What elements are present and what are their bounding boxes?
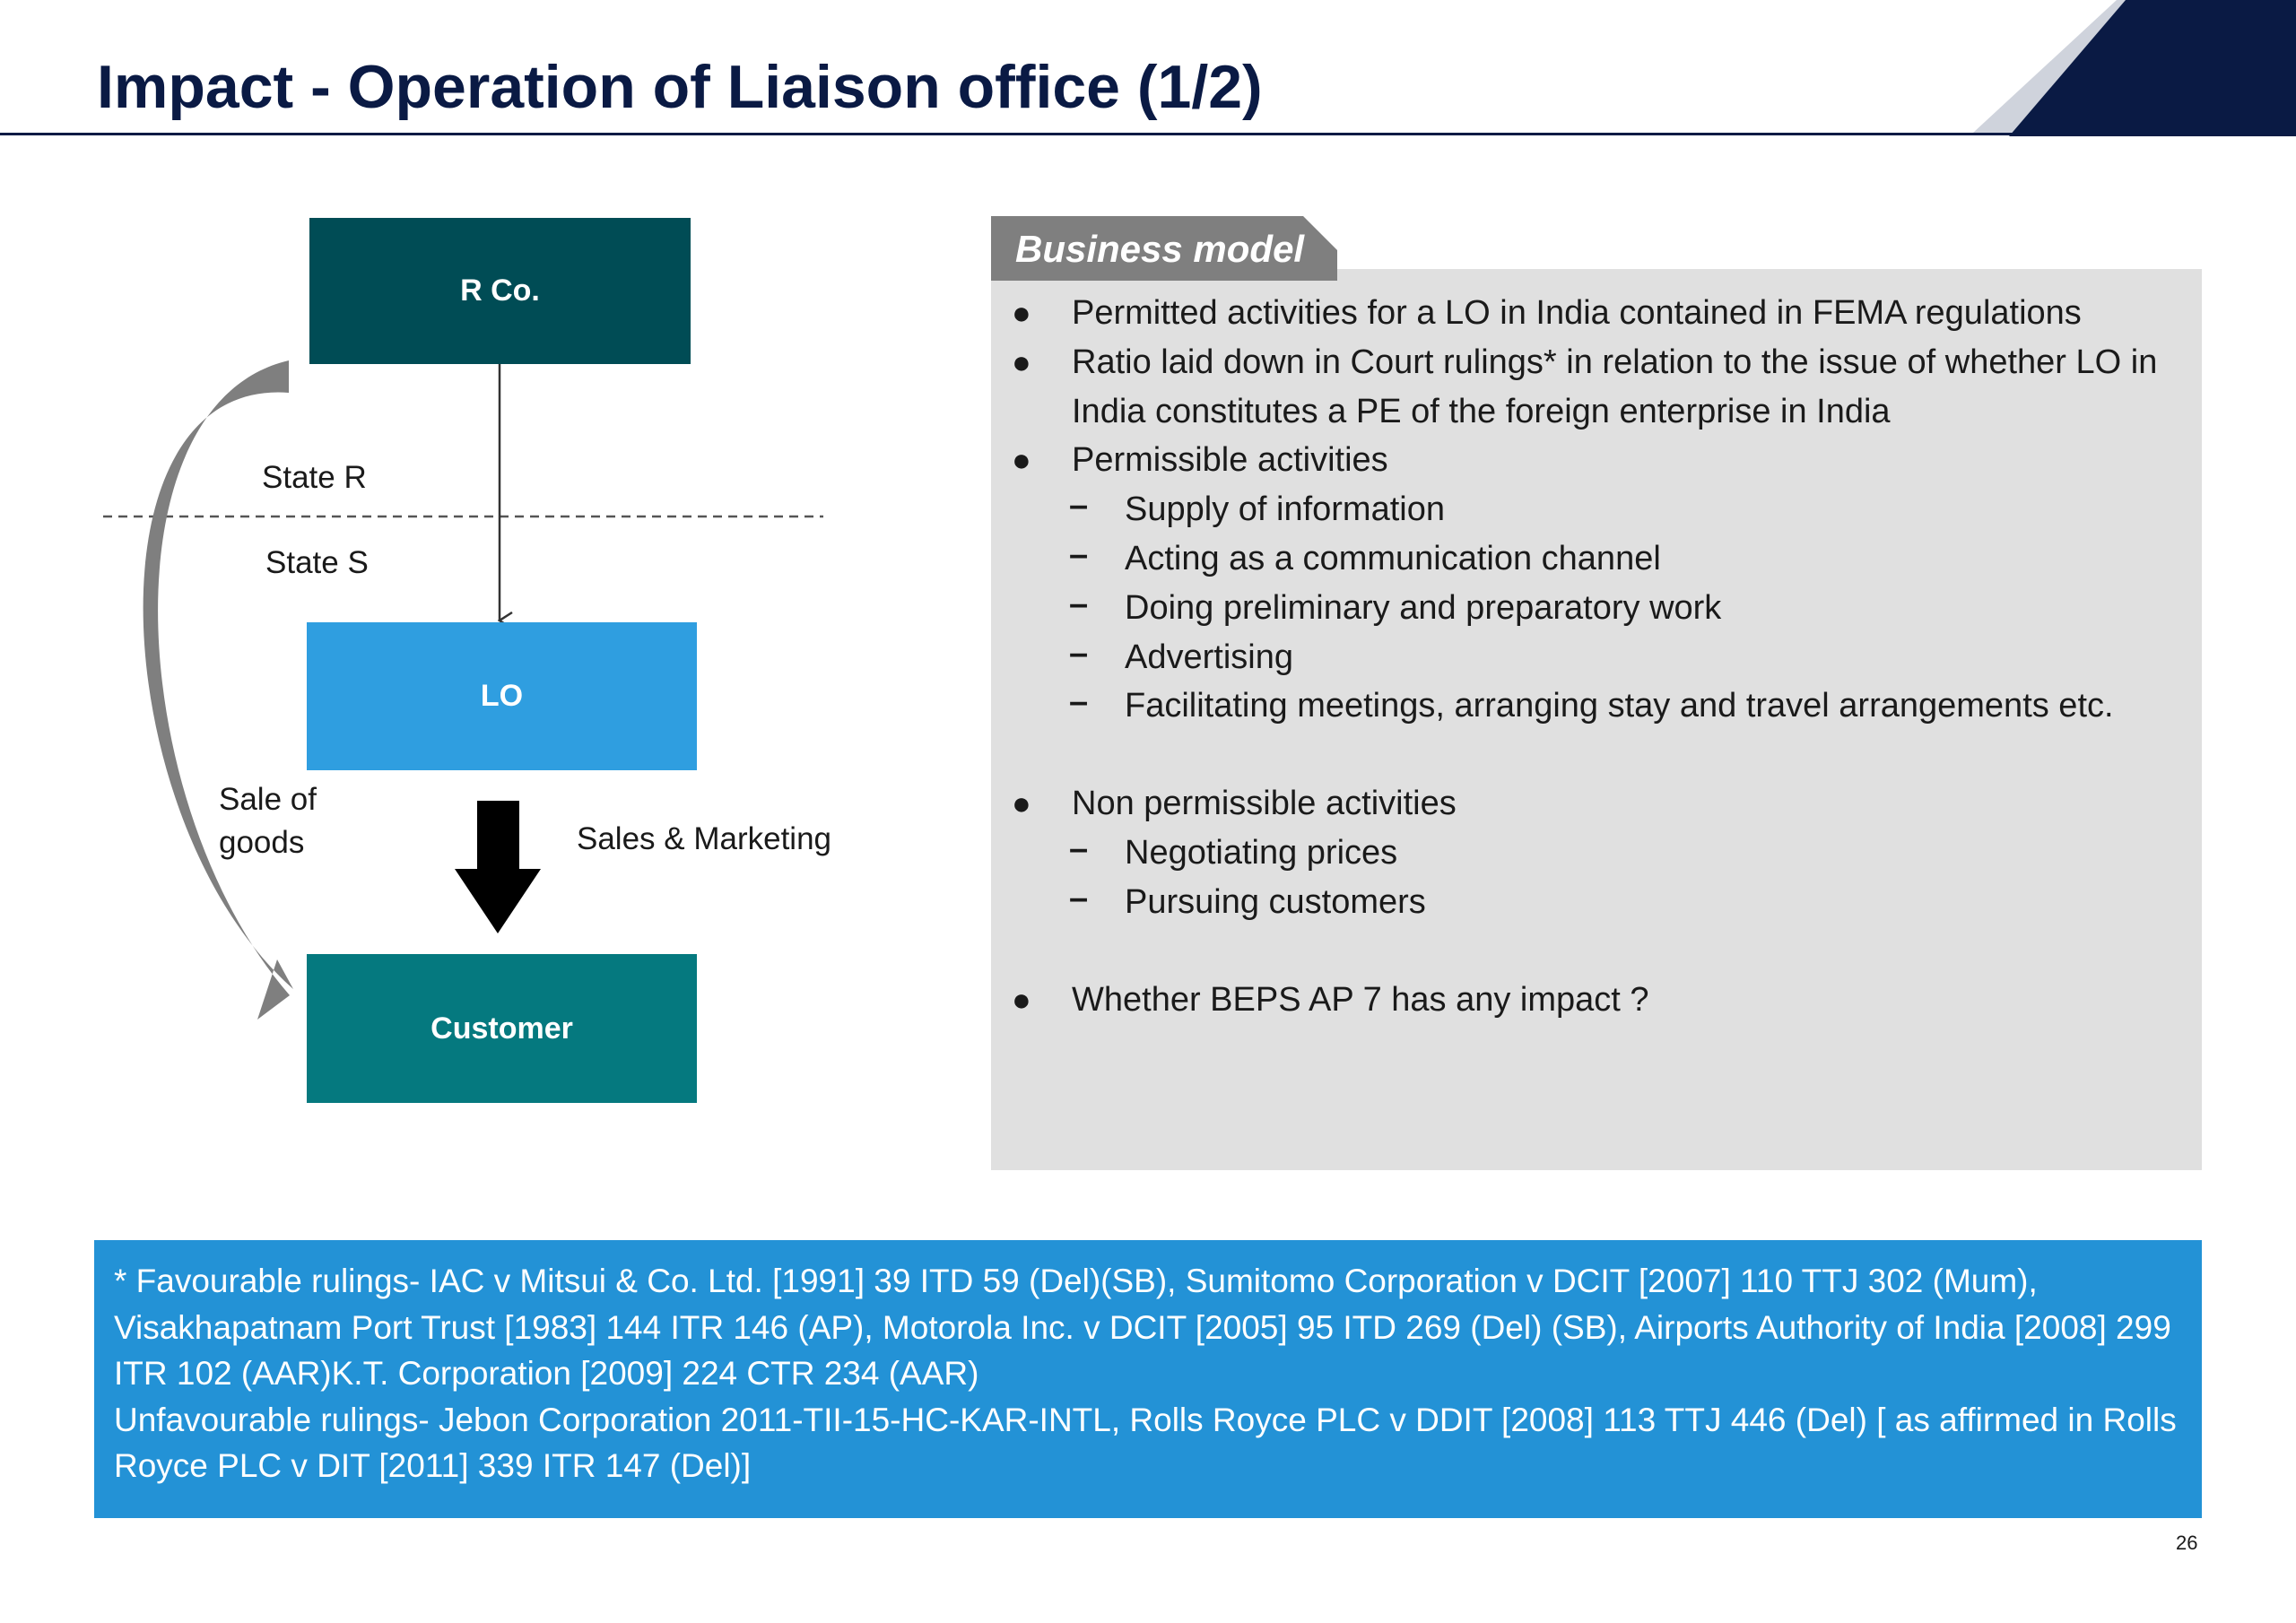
dash-icon: – <box>1069 535 1089 574</box>
business-model-list <box>1004 289 2188 1024</box>
sub-bullet-text: Acting as a communication channel <box>1125 539 1661 577</box>
bullet-text: Whether BEPS AP 7 has any impact ? <box>1072 980 1649 1019</box>
sub-bullet-item <box>1004 878 2188 927</box>
sub-bullet-text: Facilitating meetings, arranging stay and travel arrangements etc. <box>1125 687 2114 725</box>
dash-icon: – <box>1069 487 1089 525</box>
dash-icon: – <box>1069 683 1089 722</box>
corner-decoration <box>1973 0 2296 136</box>
business-model-heading: Business model <box>1015 228 1305 270</box>
bullet-text: Ratio laid down in Court rulings* in relation to the issue of whether LO in India constitutes a PE of the foreign enterprise in India <box>1072 343 2158 430</box>
dash-icon: – <box>1069 829 1089 868</box>
bullet-text: Non permissible activities <box>1072 785 1457 823</box>
bullet-item <box>1004 289 2188 338</box>
sale-of-goods-label: Sale of goods <box>219 782 317 860</box>
rulings-footnote <box>94 1240 2202 1518</box>
sub-bullet-item <box>1004 584 2188 633</box>
sub-bullet-text: Doing preliminary and preparatory work <box>1125 588 1722 627</box>
rco-label: R Co. <box>460 273 540 308</box>
sub-bullet-text: Supply of information <box>1125 490 1445 529</box>
dash-icon: – <box>1069 879 1089 917</box>
sub-bullet-item <box>1004 829 2188 878</box>
bullet-text: Permissible activities <box>1072 441 1388 480</box>
list-spacer <box>1004 731 2188 779</box>
customer-label: Customer <box>430 1011 573 1046</box>
dash-icon: – <box>1069 585 1089 623</box>
bullet-dot-icon: ● <box>1012 294 1031 331</box>
sub-bullet-text: Advertising <box>1125 638 1293 676</box>
sales-marketing-label: Sales & Marketing <box>577 821 832 856</box>
sub-bullet-item <box>1004 681 2188 731</box>
slide-title: Impact - Operation of Liaison office (1/2) <box>97 53 1263 121</box>
sub-bullet-text: Pursuing customers <box>1125 882 1426 921</box>
unfavourable-rulings: Unfavourable rulings- Jebon Corporation 2011-TII-15-HC-KAR-INTL, Rolls Royce PLC v DDIT [2008] 113 TTJ 446 (Del) [ as affirmed in Rolls Royce PLC v DIT [2011] 339 ITR 147 (Del)] <box>114 1401 2177 1484</box>
sub-bullet-item <box>1004 534 2188 584</box>
state-s-label: State S <box>265 545 369 580</box>
bullet-item <box>1004 436 2188 485</box>
bullet-dot-icon: ● <box>1012 441 1031 479</box>
lo-label: LO <box>480 679 524 713</box>
rco-box <box>309 218 691 364</box>
bullet-dot-icon: ● <box>1012 980 1031 1018</box>
bullet-dot-icon: ● <box>1012 343 1031 380</box>
customer-box <box>307 954 697 1103</box>
favourable-rulings: * Favourable rulings- IAC v Mitsui & Co. Ltd. [1991] 39 ITD 59 (Del)(SB), Sumitomo Corporation v DCIT [2007] 110 TTJ 302 (Mum), Visakhapatnam Port Trust [1983] 144 ITR 146 (AP), Motorola Inc. v DCIT [2005] 95 ITD 269 (Del) (SB), Airports Authority of India [2008] 299 ITR 102 (AAR)K.T. Corporation [2009] 224 CTR 234 (AAR) <box>114 1263 2171 1392</box>
bullet-item <box>1004 976 2188 1025</box>
bullet-text: Permitted activities for a LO in India contained in FEMA regulations <box>1072 294 2082 332</box>
list-spacer <box>1004 927 2188 976</box>
page-number: 26 <box>2176 1532 2198 1554</box>
bullet-item <box>1004 779 2188 829</box>
bullet-dot-icon: ● <box>1012 785 1031 822</box>
sales-marketing-arrow <box>455 801 541 933</box>
state-r-label: State R <box>262 460 367 495</box>
sub-bullet-text: Negotiating prices <box>1125 833 1398 872</box>
sub-bullet-item <box>1004 633 2188 682</box>
bullet-item <box>1004 338 2188 437</box>
lo-box <box>307 622 697 770</box>
sub-bullet-item <box>1004 485 2188 534</box>
dash-icon: – <box>1069 634 1089 673</box>
